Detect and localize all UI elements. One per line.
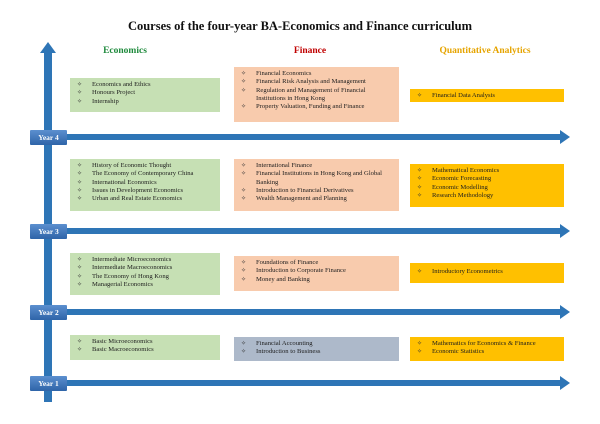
sparkle-bullet-icon: ✧ <box>77 163 83 169</box>
course-item <box>417 175 558 183</box>
year1-arrow-bar <box>48 380 560 386</box>
sparkle-bullet-icon: ✧ <box>77 196 83 203</box>
course-item <box>77 195 214 203</box>
year3-economics-box <box>70 159 220 211</box>
course-item <box>417 348 558 356</box>
course-item <box>77 187 214 195</box>
year2-arrow-bar <box>48 309 560 315</box>
course-item <box>77 273 214 281</box>
sparkle-bullet-icon: ✧ <box>77 281 83 288</box>
course-name: Introduction to Corporate Finance <box>256 267 346 275</box>
course-name: International Economics <box>92 178 157 186</box>
course-name: Money and Banking <box>256 275 310 283</box>
year2-arrowhead <box>560 305 570 319</box>
course-name: Basic Macroeconomics <box>92 346 154 354</box>
sparkle-bullet-icon: ✧ <box>241 187 247 194</box>
course-item <box>77 256 214 264</box>
course-name: Financial Data Analysis <box>432 92 495 99</box>
course-item <box>241 340 393 348</box>
year2-label: Year 2 <box>30 305 67 320</box>
course-item <box>417 340 558 348</box>
year4-finance-box <box>234 67 399 122</box>
sparkle-bullet-icon: ✧ <box>241 104 247 111</box>
sparkle-bullet-icon: ✧ <box>241 260 247 266</box>
year4-economics-box <box>70 78 220 112</box>
year3-arrow-bar <box>48 228 560 234</box>
year2-quant-box <box>410 263 564 283</box>
course-name: Urban and Real Estate Economics <box>92 195 183 203</box>
year1-economics-box <box>70 335 220 360</box>
sparkle-bullet-icon: ✧ <box>417 269 423 275</box>
course-item <box>77 81 214 89</box>
sparkle-bullet-icon: ✧ <box>417 341 423 347</box>
course-item <box>241 276 393 284</box>
course-name: Financial Risk Analysis and Management <box>256 78 366 86</box>
course-item <box>77 170 214 178</box>
course-name: Research Methodology <box>432 191 494 199</box>
course-name: Financial Accounting <box>256 340 313 347</box>
course-name: Property Valuation, Funding and Finance <box>256 103 365 111</box>
year1-arrowhead <box>560 376 570 390</box>
course-name: Economic Forecasting <box>432 175 492 183</box>
course-name: International Finance <box>256 162 313 169</box>
year3-quant-box <box>410 164 564 207</box>
course-name: Economic Modelling <box>432 183 488 191</box>
course-name: Introduction to Financial Derivatives <box>256 186 354 194</box>
course-item <box>241 78 393 86</box>
year4-arrowhead <box>560 130 570 144</box>
course-item <box>77 89 214 97</box>
sparkle-bullet-icon: ✧ <box>77 273 83 280</box>
sparkle-bullet-icon: ✧ <box>417 349 423 356</box>
course-item <box>77 338 214 346</box>
sparkle-bullet-icon: ✧ <box>241 71 247 77</box>
course-item <box>77 162 214 170</box>
course-name: Issues in Development Economics <box>92 186 184 194</box>
course-name: Basic Microeconomics <box>92 338 153 345</box>
sparkle-bullet-icon: ✧ <box>77 347 83 354</box>
course-item <box>77 264 214 272</box>
sparkle-bullet-icon: ✧ <box>241 87 247 94</box>
course-name: Economics and Ethics <box>92 81 151 88</box>
course-item <box>241 103 393 111</box>
sparkle-bullet-icon: ✧ <box>241 163 247 169</box>
sparkle-bullet-icon: ✧ <box>77 257 83 263</box>
sparkle-bullet-icon: ✧ <box>241 196 247 203</box>
sparkle-bullet-icon: ✧ <box>77 339 83 345</box>
course-name: Regulation and Management of Financial Institutions in Hong Kong <box>256 86 366 102</box>
year1-label: Year 1 <box>30 376 67 391</box>
course-name: Economic Statistics <box>432 348 485 356</box>
sparkle-bullet-icon: ✧ <box>77 90 83 97</box>
course-item <box>77 98 214 106</box>
course-name: Managerial Economics <box>92 280 153 288</box>
course-name: Mathematics for Economics & Finance <box>432 340 536 347</box>
course-item <box>77 179 214 187</box>
course-name: Intermediate Macroeconomics <box>92 264 173 272</box>
course-item <box>77 346 214 354</box>
sparkle-bullet-icon: ✧ <box>241 349 247 356</box>
course-name: Introductory Econometrics <box>432 268 503 275</box>
course-name: Mathematical Economics <box>432 167 500 174</box>
sparkle-bullet-icon: ✧ <box>241 171 247 178</box>
sparkle-bullet-icon: ✧ <box>77 82 83 88</box>
sparkle-bullet-icon: ✧ <box>77 171 83 178</box>
course-item <box>241 267 393 275</box>
sparkle-bullet-icon: ✧ <box>417 184 423 191</box>
course-item <box>241 195 393 203</box>
course-name: Wealth Management and Planning <box>256 195 347 203</box>
course-item <box>241 187 393 195</box>
year1-finance-box <box>234 337 399 361</box>
sparkle-bullet-icon: ✧ <box>241 276 247 283</box>
course-item <box>77 281 214 289</box>
diagram-title: Courses of the four-year BA-Economics and Finance curriculum <box>127 19 473 33</box>
course-item <box>241 87 393 104</box>
year3-label: Year 3 <box>30 224 67 239</box>
year1-quant-box <box>410 337 564 361</box>
course-item <box>241 162 393 170</box>
sparkle-bullet-icon: ✧ <box>241 341 247 347</box>
sparkle-bullet-icon: ✧ <box>77 98 83 105</box>
sparkle-bullet-icon: ✧ <box>241 79 247 86</box>
sparkle-bullet-icon: ✧ <box>77 179 83 186</box>
sparkle-bullet-icon: ✧ <box>77 187 83 194</box>
sparkle-bullet-icon: ✧ <box>417 168 423 174</box>
course-name: Internship <box>92 97 119 105</box>
year2-economics-box <box>70 253 220 295</box>
course-item <box>417 268 558 276</box>
course-name: Honours Project <box>92 89 136 97</box>
course-name: Introduction to Business <box>256 348 321 356</box>
course-name: The Economy of Hong Kong <box>92 272 169 280</box>
year4-label: Year 4 <box>30 130 67 145</box>
course-name: Financial Economics <box>256 70 312 77</box>
sparkle-bullet-icon: ✧ <box>417 93 423 99</box>
course-item <box>241 348 393 356</box>
course-item <box>417 92 558 100</box>
sparkle-bullet-icon: ✧ <box>417 192 423 199</box>
economics-column-heading: Economics <box>103 46 147 56</box>
course-name: Foundations of Finance <box>256 259 319 266</box>
course-item <box>417 192 558 200</box>
year2-finance-box <box>234 256 399 291</box>
course-item <box>417 167 558 175</box>
course-item <box>241 70 393 78</box>
sparkle-bullet-icon: ✧ <box>417 176 423 183</box>
course-name: Intermediate Microeconomics <box>92 256 172 263</box>
year3-arrowhead <box>560 224 570 238</box>
course-item <box>417 184 558 192</box>
year4-arrow-bar <box>48 134 560 140</box>
course-item <box>241 170 393 187</box>
course-name: Financial Institutions in Hong Kong and Global Banking <box>256 170 383 186</box>
course-item <box>241 259 393 267</box>
course-name: History of Economic Thought <box>92 162 172 169</box>
sparkle-bullet-icon: ✧ <box>77 265 83 272</box>
finance-column-heading: Finance <box>293 46 327 56</box>
sparkle-bullet-icon: ✧ <box>241 268 247 275</box>
year4-quant-box <box>410 89 564 102</box>
quant-column-heading: Quantitative Analytics <box>439 46 531 56</box>
year3-finance-box <box>234 159 399 211</box>
course-name: The Economy of Contemporary China <box>92 170 194 178</box>
